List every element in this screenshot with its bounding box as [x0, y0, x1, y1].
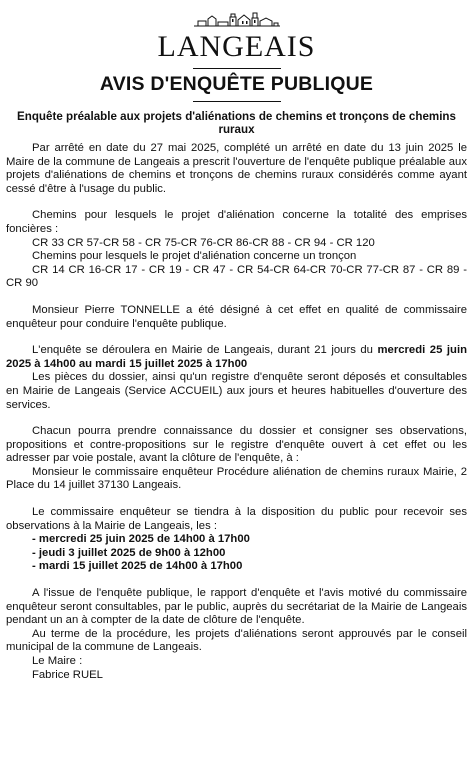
- paragraph-documents: Les pièces du dossier, ainsi qu'un registre d'enquête seront déposés et consultables en Mairie de Langeais (Service ACCUEIL) aux jours et heures habituelles d'ouverture des services.: [6, 371, 467, 411]
- divider: [193, 68, 281, 69]
- duration-dates: mercredi 25 juin 2025 à 14h00 au mardi 15 juillet 2025 à 17h00: [6, 344, 467, 370]
- notice-title: AVIS D'ENQUÊTE PUBLIQUE: [99, 73, 374, 95]
- permanence-date: - jeudi 3 juillet 2025 de 9h00 à 12h00: [32, 546, 226, 559]
- paths-list-full: CR 33 CR 57-CR 58 - CR 75-CR 76-CR 86-CR 88 - CR 94 - CR 120: [32, 236, 375, 249]
- castle-skyline-icon: [192, 8, 282, 30]
- paragraph-partial-paths-intro: Chemins pour lesquels le projet d'aliénation concerne un tronçon: [32, 250, 357, 263]
- notice-subtitle: Enquête préalable aux projets d'aliénations de chemins et tronçons de chemins ruraux: [17, 110, 456, 136]
- paragraph-observations: Chacun pourra prendre connaissance du dossier et consigner ses observations, propositions et contre-propositions sur le registre d'enquête ouvert à cet effet ou les adresser par voie postale, avant la clôture de l'enquête, à :: [6, 425, 467, 465]
- paragraph-approval: Au terme de la procédure, les projets d'aliénations seront approuvés par le conseil municipal de la commune de Langeais.: [6, 627, 467, 654]
- signature-name: Fabrice RUEL: [32, 668, 103, 681]
- signature-role: Le Maire :: [32, 655, 83, 667]
- langeais-logo: [6, 8, 467, 62]
- paragraph-commissioner: Monsieur Pierre TONNELLE a été désigné à cet effet en qualité de commissaire enquêteur pour conduire l'enquête publique.: [6, 303, 467, 330]
- logo-wordmark: LANGEAIS: [157, 30, 316, 63]
- paths-list-partial: CR 14 CR 16-CR 17 - CR 19 - CR 47 - CR 54-CR 64-CR 70-CR 77-CR 87 - CR 89 - CR 90: [6, 263, 467, 290]
- paragraph-decree: Par arrêté en date du 27 mai 2025, complété un arrêté en date du 13 juin 2025 le Maire de la commune de Langeais a prescrit l'ouverture de l'enquête publique préalable aux projets d'aliénations de chemins et tronçons de chemins ruraux considérés comme ayant cessé d'être à l'usage du public.: [6, 142, 467, 195]
- duration-text: L'enquête se déroulera en Mairie de Langeais, durant 21 jours du: [32, 344, 378, 357]
- paragraph-report: A l'issue de l'enquête publique, le rapport d'enquête et l'avis motivé du commissaire enquêteur seront consultables, par le public, auprès du secrétariat de la Mairie de Langeais pendant un an à compter de la date de clôture de l'enquête.: [6, 587, 467, 627]
- permanence-date: - mardi 15 juillet 2025 de 14h00 à 17h00: [32, 560, 243, 573]
- paragraph-full-paths-intro: Chemins pour lesquels le projet d'aliénation concerne la totalité des emprises foncières :: [6, 209, 467, 235]
- paragraph-duration: [6, 344, 467, 371]
- paragraph-permanences: Le commissaire enquêteur se tiendra à la disposition du public pour recevoir ses observations à la Mairie de Langeais, les :: [6, 506, 467, 532]
- divider: [193, 101, 281, 102]
- permanence-date: - mercredi 25 juin 2025 de 14h00 à 17h00: [32, 533, 250, 546]
- paragraph-postal-address: Monsieur le commissaire enquêteur Procédure aliénation de chemins ruraux Mairie, 2 Place du 14 juillet 37130 Langeais.: [6, 465, 467, 492]
